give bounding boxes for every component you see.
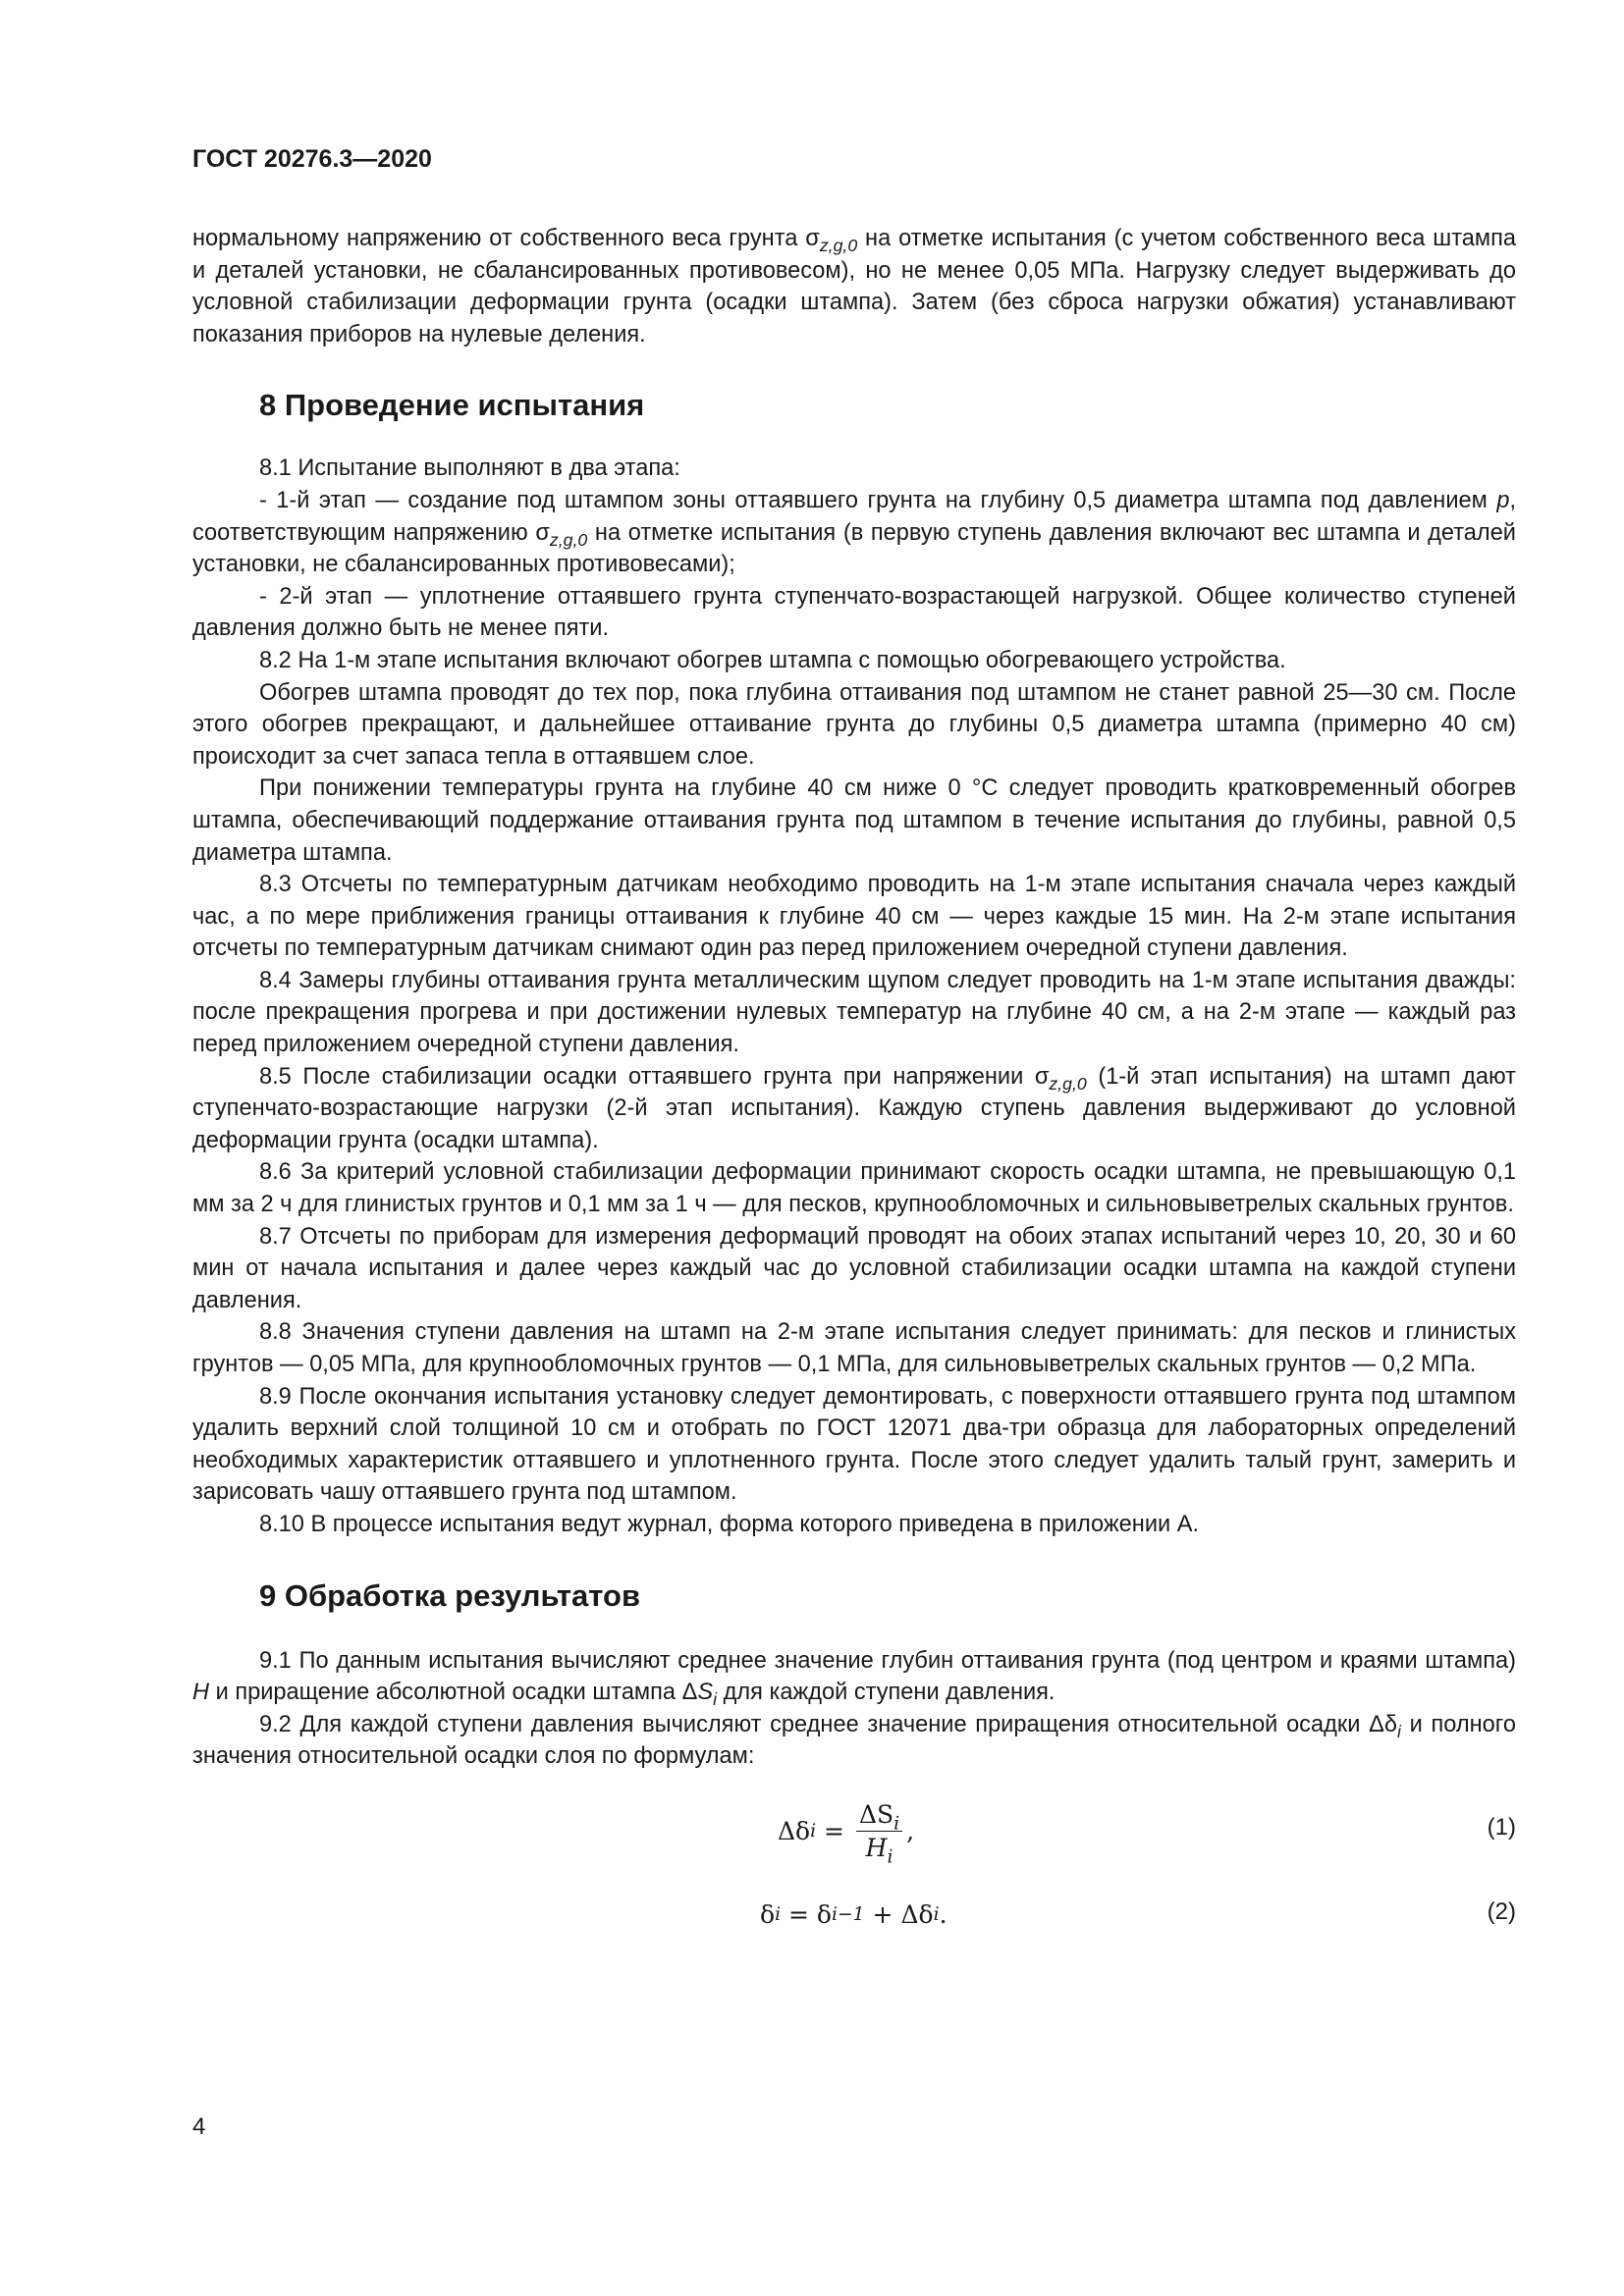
paragraph-8-7: 8.7 Отсчеты по приборам для измерения деформаций проводят на обоих этапах испытаний через 10, 20, 30 и 60 мин от начала испытания и далее через каждый час до условной стабилизации осадки штампа на каждой ступени давления. <box>192 1223 1516 1313</box>
document-page <box>192 145 1516 1949</box>
formula-2: δ i = δ i−1 + Δδ i . (2) <box>760 1897 1516 1930</box>
paragraph-8-2-temperature: При понижении температуры грунта на глубине 40 см ниже 0 °С следует проводить кратковременный обогрев штампа, обеспечивающий поддержание оттаивания грунта под штампом в течение испытания до глубины, равной 0,5 диаметра штампа. <box>192 775 1516 866</box>
formula-2-number: (2) <box>1487 1897 1516 1925</box>
list-item-stage-2: - 2-й этап — уплотнение оттаявшего грунта ступенчато-возрастающей нагрузкой. Общее количество ступеней давления должно быть не менее пяти. <box>192 583 1516 642</box>
intro-paragraph: нормальному напряжению от собственного веса грунта $\sigma_{z,g,0}$ на отметке испытания (с учетом собственного веса штампа и деталей установки, не сбалансированных противовесом), но не менее 0,05 МПа. Нагрузку следует выдерживать до условной стабилизации деформации грунта (осадки штампа). Затем (без сброса нагрузки обжатия) устанавливают показания приборов на нулевые деления. <box>192 226 1517 347</box>
page-number: 4 <box>192 2113 206 2140</box>
document-id-header: ГОСТ 20276.3—2020 <box>192 145 432 173</box>
paragraph-8-3: 8.3 Отсчеты по температурным датчикам необходимо проводить на 1-м этапе испытания сначала через каждый час, а по мере приближения границы оттаивания к глубине 40 см — через каждые 15 мин. На 2-м этапе испытания отсчеты по температурным датчикам снимают один раз перед приложением очередной ступени давления. <box>192 872 1516 962</box>
paragraph-8-1: 8.1 Испытание выполняют в два этапа: <box>259 455 680 482</box>
formula-1-numerator: ΔS <box>858 1800 894 1830</box>
formula-1-number: (1) <box>1487 1813 1516 1841</box>
paragraph-8-4: 8.4 Замеры глубины оттаивания грунта металлическим щупом следует проводить на 1-м этапе испытания дважды: после прекращения прогрева и при достижении нулевых температур на глубине 40 см, а на 2-м этапе — каждый раз перед приложением очередной ступени давления. <box>192 967 1516 1058</box>
paragraph-9-1: 9.1 По данным испытания вычисляют среднее значение глубин оттаивания грунта (под центром и краями штампа) H и приращение абсолютной осадки штампа $\Delta S_i$ для каждой ступени давления. <box>192 1647 1516 1710</box>
section-9-heading: 9 Обработка результатов <box>259 1577 641 1613</box>
paragraph-8-5: 8.5 После стабилизации осадки оттаявшего грунта при напряжении $\sigma_{z,g,0}$ (1-й этап испытания) на штамп дают ступенчато-возрастающие нагрузки (2-й этап испытания). Каждую ступень давления выдерживают до условной деформации грунта (осадки штампа). <box>192 1063 1516 1153</box>
formula-1: Δδ i = $\frac{\Delta S_i}{H_i}$ , (1) <box>778 1800 1516 1868</box>
paragraph-8-9: 8.9 После окончания испытания установку следует демонтировать, с поверхности оттаявшего грунта под штампом удалить верхний слой толщиной 10 см и отобрать по ГОСТ 12071 два-три образца для лабораторных определений необходимых характеристик оттаявшего и уплотненного грунта. После этого следует удалить талый грунт, замерить и зарисовать чашу оттаявшего грунта под штампом. <box>192 1383 1516 1506</box>
list-item-stage-1: - 1-й этап — создание под штампом зоны оттаявшего грунта на глубину 0,5 диаметра штампа под давлением p, соответствующим напряжению $\sigma_{z,g,0}$ на отметке испытания (в первую ступень давления включают вес штампа и деталей установки, не сбалансированных противовесами); <box>192 487 1516 578</box>
formula-1-lhs: Δδ <box>778 1817 811 1846</box>
paragraph-9-2: 9.2 Для каждой ступени давления вычисляют среднее значение приращения относительной осадки $\Delta\delta_i$ и полного значения относительной осадки слоя по формулам: <box>192 1711 1516 1770</box>
formula-2-lhs: δ <box>760 1900 776 1930</box>
paragraph-8-2: 8.2 На 1-м этапе испытания включают обогрев штампа с помощью обогревающего устройства. <box>259 647 1286 673</box>
section-8-heading: 8 Проведение испытания <box>259 388 645 423</box>
paragraph-8-8: 8.8 Значения ступени давления на штамп на 2-м этапе испытания следует принимать: для песков и глинистых грунтов — 0,05 МПа, для крупнообломочных грунтов — 0,1 МПа, для сильновыветрелых скальных грунтов — 0,2 МПа. <box>192 1319 1516 1377</box>
paragraph-8-2-heating: Обогрев штампа проводят до тех пор, пока глубина оттаивания под штампом не станет равной 25—30 см. После этого обогрев прекращают, и дальнейшее оттаивание грунта до глубины 0,5 диаметра штампа (примерно 40 см) происходит за счет запаса тепла в оттаявшем слое. <box>192 679 1516 770</box>
paragraph-8-10: 8.10 В процессе испытания ведут журнал, форма которого приведена в приложении А. <box>259 1511 1200 1537</box>
formula-2-rhs: = δ <box>781 1900 832 1930</box>
formula-1-denominator: H <box>865 1834 888 1863</box>
formula-1-equals: = <box>816 1817 852 1846</box>
formula-1-fraction: $\frac{\Delta S_i}{H_i}$ <box>856 1800 902 1862</box>
formula-1-lhs-index: i <box>810 1820 817 1842</box>
paragraph-8-6: 8.6 За критерий условной стабилизации деформации принимают скорость осадки штампа, не превышающую 0,1 мм за 2 ч для глинистых грунтов и 0,1 мм за 1 ч — для песков, крупнообломочных и сильновыветрелых скальных грунтов. <box>192 1159 1516 1218</box>
